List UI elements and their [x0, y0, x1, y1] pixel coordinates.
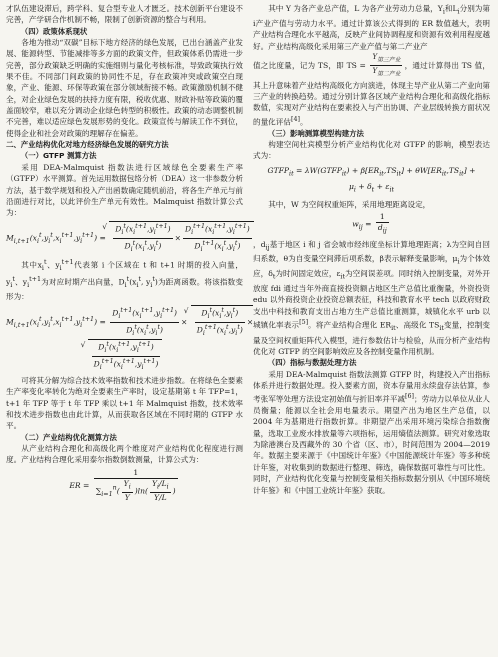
- subsection-heading: （四）指标与数据处理方法: [267, 358, 357, 368]
- paragraph: 才队伍建设滞后，跨学科、复合型专业人才匮乏。技术创新平台建设不完善，产学研合作机制不畅，限制了创新资源的整合与利用。: [6, 4, 243, 25]
- section-heading: 二、产业结构优化对地方经济绿色发展的研究方法: [6, 140, 169, 150]
- equation-weight: $w_{ij}$ = $\frac{1}{d_{ij}}$: [352, 211, 387, 235]
- paragraph: ，$d_{ij}$基于地区 i 和 j 省会城市经纬度坐标计算地理距离；λ为空间自回归系数，θ为自变量空间滞后项系数，β表示解释变量影响，$\mu_i$为个体效应，$\delta_t$为时间固定效应，$\varepsilon_{it}$为空间误差项。同时纳入控制变量，对外开放度 fdi 通过当年外商直接投资额占地区生产总值比重衡量，外资投资 edu 以外商投资企业投资总额表征，科技和教育水平 tech 以政府财政支出中科技和教育支出占地方生产总值比重测算，城镇化水平 urb 以城镇化率表示[5]。将产业结构合理化 $ER_{it}$、高级化 $TS_{it}$变量，控制变量及空间权重矩阵代入模型，进行参数估计与检验，从而分析产业结构优化对 GTFP 的空间影响效应及各控制变量作用机制。: [253, 239, 491, 356]
- paragraph: 其中$x_i^t$、$y_i^{t+1}$代表第 i 个区域在 t 和 t+1 时期的投入向量，$y_i^t$、$y_i^{t+1}$为对应时期产出向量，$D_i^t(x_i^t$, $y_i^t$)为距离函数。将该指数变形为：: [6, 258, 243, 302]
- left-column: [6, 3, 254, 505]
- paragraph: 值之比度量，记为 TS，即 TS = $\frac{Y_{第三产业}}{Y_{第二产业}}$ ，通过计算得出 TS 值，其上升意味着产业结构高级化方向演进，体现主导产业从第二产业向第三产业的转换趋势。通过分别计算各区域产业结构合理化和高级化指标数值，实现对产业结构在要素投入与产出协调、产业层级转换方面状况的量化评估[4]。: [253, 52, 491, 127]
- subsection-heading: （三）影响测算模型构建方法: [267, 128, 364, 138]
- paragraph: 其中，W 为空间权重矩阵，采用地理距离设定，: [268, 199, 431, 209]
- subsection-heading: （二）产业结构优化测算方法: [20, 432, 117, 442]
- paragraph: 构建空间杜宾模型分析产业结构优化对 GTFP 的影响，模型表达式为：: [253, 139, 490, 161]
- right-column: [253, 3, 490, 496]
- equation-sdm: $GTFP_{it}$ = $\lambda W(GTFP_{it}) + \beta[ER_{it},TS_{it}] + \theta W[ER_{it},TS_{it}]$ + $\mu_i + \delta_t + \varepsilon_{it}$: [267, 165, 476, 194]
- equation-er: ER = 1 $\sum_{i=1}^n$( $\frac{Y_i}{Y}$ )ln( $\frac{Y_i/L_i}{Y/L}$ ): [69, 467, 176, 503]
- paragraph: 采用 DEA-Malmquist 指数法测算 GTFP 时，构建投入产出指标体系并进行数据处理。投入要素方面，资本存量用永续盘存法估算，参考张军等处理方法设定初始值与折旧率并平减[6]；劳动力以单位从业人员衡量；能源以全社会用电量表示。期望产出为地区生产总值，以 2004 年为基期进行指数折算。非期望产出采用环境污染综合指数衡量，选取工业废水排放量等六项指标，运用熵值法测算。研究对象选取为除港澳台及西藏外的 30 个省（区、市），时间范围为 2004—2019 年。数据主要来源于《中国统计年鉴》《中国能源统计年鉴》等多种统计年鉴，对收集到的数据进行整理、筛选，确保数据可靠性与可比性。同时，产业结构优化变量与控制变量相关指标数据分别从《中国环境统计年鉴》和《中国工业统计年鉴》获取。: [253, 369, 491, 495]
- section-heading: （四）政策体系现状: [20, 26, 88, 36]
- subsection-heading: （一）GTFP 测算方法: [20, 151, 97, 161]
- equation-malmquist: $M_{i,t+1}(x_i^t,y_i^t,x_i^{t+1},y_i^{t+1})$ = √ $\frac{D_i^t(x_i^{t+1},y_i^{t+1})}{D_i^t(x_i^t,y_i^t)}$ × $\frac{D_i^{t+1}(x_i^{t+1},y_i^{t+1})}{D_i^{t+1}(x_i^t,y_i^t)}$: [6, 221, 243, 255]
- equation-decomposition: $M_{i,t+1}(x_i^t,y_i^t,x_i^{t+1},y_i^{t+1})$ = $\frac{D_i^{t+1}(x_i^{t+1},y_i^{t+1})}{D_i^t(x_i^t,y_i^t)}$ × √ $\frac{D_i^t(x_i^t,y_i^t)}{D_i^{t+1}(x_i^t,y_i^t)}$ × √ $\frac{D_i^t(x_i^{t+1},y_i^{t+1})}{D_i^{t+1}(x_i^{t+1},y_i^{t+1})}$: [6, 305, 243, 373]
- paragraph: 采用 DEA-Malmquist 指数法进行区域绿色全要素生产率（GTFP）水平测算。首先运用数据包络分析（DEA）这一非参数分析方法，基于数学规划和投入产出函数确定随机前沿，将各生产单元与前沿面进行对比，以此评价生产单元有效性。Malmquist 指数计算公式为：: [6, 162, 243, 218]
- paragraph: 从产业结构合理化和高级化两个维度对产业结构优化程度进行测度。产业结构合理化采用泰尔指数倒数测量，计算公式为：: [6, 444, 243, 465]
- paragraph: 其中 Y 为各产业总产值，L 为各产业劳动力总量，$Y_i$和$L_i$分别为第i产业产值与劳动力水平。通过计算该公式得到的 ER 数值越大，表明产业结构合理化水平越高，反映产业间协调程度和资源有效利用程度越好。产业结构高级化采用第三产业产值与第二产业产: [253, 4, 491, 51]
- paragraph: 可将其分解为综合技术效率指数和技术进步指数。在将绿色全要素生产率变化率转化为绝对全要素生产率时，设定基期第 t 年 TFP=1，t+1 年 TFP 等于 t 年 TFP 乘以 t+1 年 Malmquist 指数，技术效率和技术进步指数也由此计算，从而获取各区域在不同时期的 GTFP 水平。: [6, 375, 243, 431]
- paragraph: 各地为推动“双碳”目标下地方经济的绿色发展，已出台涵盖产业发展、能源转型、节能减排等多方面的政策文件，但政策体系仍需进一步完善，部分政策缺乏明确的实施细则与量化考核标准，导致政策执行效果不佳。不同部门间政策的协同性不足，存在政策冲突或政策空白现象，产业、能源、环保等政策在部分领域衔接不畅。政策激励机制不健全，对企业绿色发展的扶持力度有限，税收优惠、财政补贴等政策的覆盖面较窄，难以充分调动企业绿色转型的积极性。政策的动态调整机制不完善，难以适应绿色发展形势的变化。政策宣传与解读工作不到位，使得企业和社会对政策的理解存在偏差。: [6, 38, 243, 138]
